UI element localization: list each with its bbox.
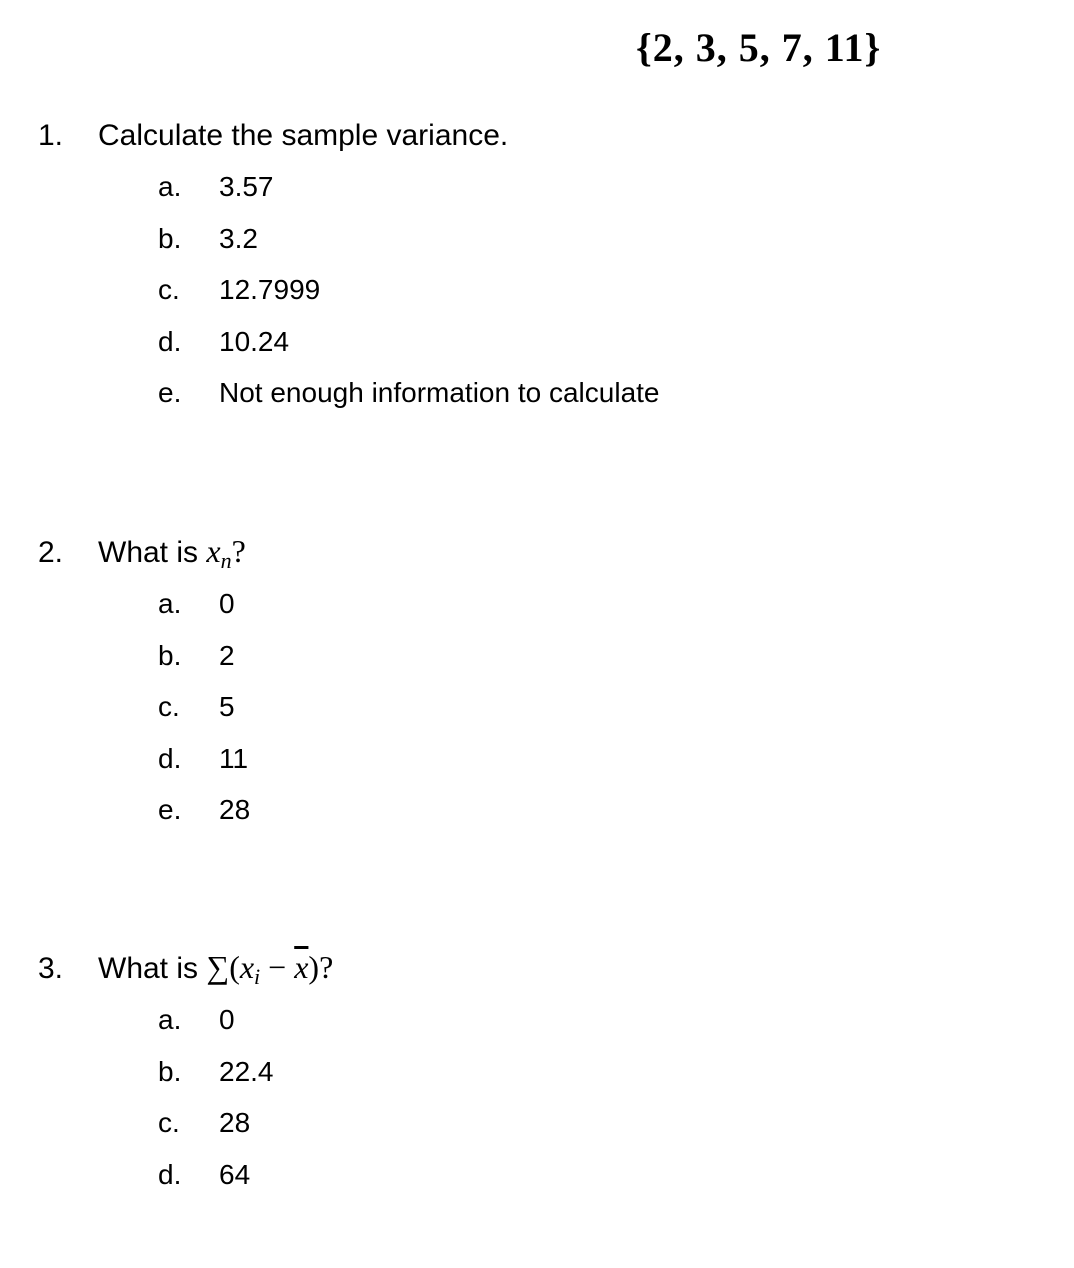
- answer-option-1c[interactable]: [158, 270, 660, 322]
- math-variable: x: [239, 949, 255, 985]
- answer-option-3d[interactable]: [158, 1155, 274, 1207]
- option-letter: c.: [158, 274, 180, 305]
- math-expression: [206, 949, 334, 989]
- option-text: 10.24: [219, 325, 290, 357]
- option-letter: c.: [158, 1107, 180, 1138]
- question-number: 3.: [38, 952, 64, 985]
- option-text: Not enough information to calculate: [219, 377, 660, 408]
- question-suffix: ?: [231, 533, 246, 569]
- question-1-options: [158, 167, 660, 425]
- math-close-paren: ): [308, 949, 320, 985]
- math-expression: [206, 533, 246, 573]
- question-number: 1.: [38, 119, 64, 152]
- question-prefix: What is: [98, 536, 199, 569]
- option-letter: a.: [158, 1004, 182, 1035]
- question-2: [38, 531, 246, 573]
- question-3-options: [158, 1000, 274, 1206]
- answer-option-2d[interactable]: [158, 739, 250, 791]
- question-text: [98, 531, 246, 573]
- dataset-label: {2, 3, 5, 7, 11}: [636, 25, 882, 70]
- math-mean: $\overline{x}$: [294, 949, 309, 985]
- answer-option-1d[interactable]: [158, 322, 660, 374]
- option-text: 2: [219, 639, 235, 671]
- option-text: 64: [219, 1158, 251, 1190]
- option-text: 3.57: [219, 171, 274, 202]
- option-text: 28: [219, 794, 251, 825]
- option-letter: e.: [158, 377, 182, 408]
- answer-option-2a[interactable]: [158, 584, 250, 636]
- question-suffix: ?: [319, 949, 334, 985]
- option-letter: c.: [158, 691, 180, 722]
- option-letter: d.: [158, 325, 182, 357]
- answer-option-2c[interactable]: [158, 687, 250, 739]
- answer-option-2e[interactable]: [158, 790, 250, 842]
- option-text: 5: [219, 691, 235, 722]
- option-letter: e.: [158, 794, 182, 825]
- sigma-symbol: ∑: [206, 949, 230, 985]
- math-variable: x: [206, 533, 221, 569]
- math-open-paren: (: [229, 949, 240, 985]
- option-letter: a.: [158, 588, 182, 619]
- math-minus: −: [268, 949, 287, 985]
- answer-option-1b[interactable]: [158, 219, 660, 271]
- option-text: 12.7999: [219, 274, 321, 305]
- question-text: [98, 947, 333, 989]
- question-number: 2.: [38, 536, 64, 569]
- option-letter: b.: [158, 222, 182, 254]
- option-letter: b.: [158, 639, 182, 671]
- answer-option-3c[interactable]: [158, 1103, 274, 1155]
- math-subscript: n: [220, 548, 232, 573]
- option-text: 28: [219, 1107, 251, 1138]
- answer-option-3a[interactable]: [158, 1000, 274, 1052]
- option-letter: d.: [158, 742, 182, 774]
- option-letter: a.: [158, 171, 182, 202]
- question-2-options: [158, 584, 250, 842]
- option-text: 22.4: [219, 1055, 274, 1087]
- option-letter: b.: [158, 1055, 182, 1087]
- question-3: [38, 947, 333, 989]
- answer-option-1a[interactable]: [158, 167, 660, 219]
- answer-option-3b[interactable]: [158, 1052, 274, 1104]
- option-text: 11: [219, 742, 249, 774]
- option-text: 0: [219, 588, 235, 619]
- option-text: 0: [219, 1004, 235, 1035]
- question-text: Calculate the sample variance.: [98, 119, 509, 152]
- question-prefix: What is: [98, 952, 199, 985]
- answer-option-1e[interactable]: [158, 373, 660, 425]
- math-subscript: i: [254, 964, 261, 989]
- option-letter: d.: [158, 1158, 182, 1190]
- answer-option-2b[interactable]: [158, 636, 250, 688]
- question-1: [38, 116, 508, 156]
- option-text: 3.2: [219, 222, 258, 254]
